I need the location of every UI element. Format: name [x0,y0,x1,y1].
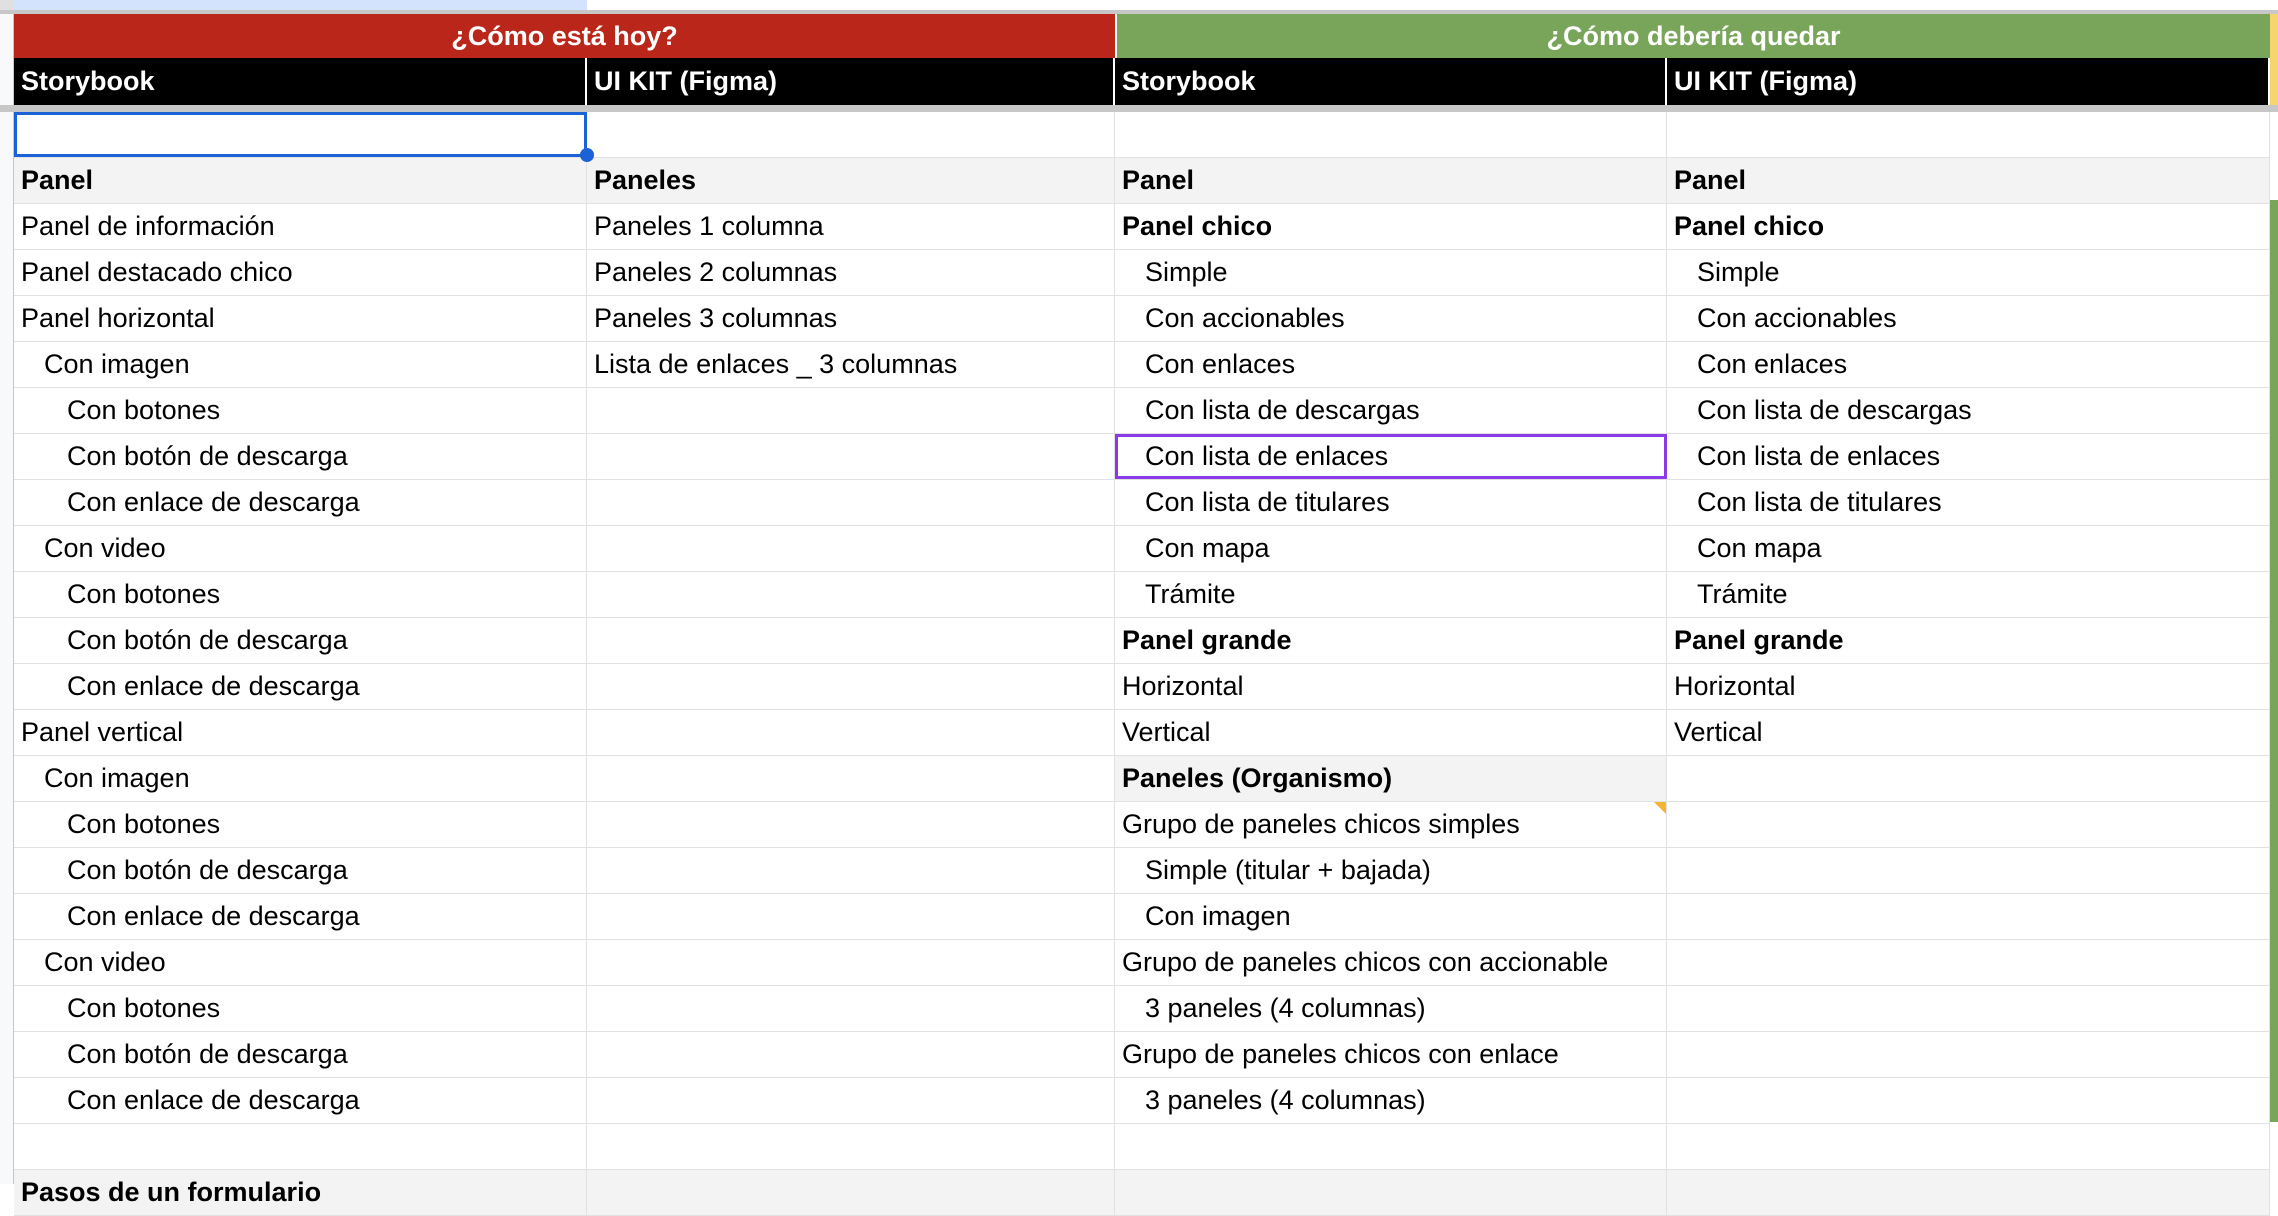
table-cell[interactable] [1115,1124,1667,1169]
table-row [14,388,2270,434]
table-cell[interactable] [587,572,1115,617]
header-figma-target[interactable]: UI KIT (Figma) [1667,58,2270,105]
column-a-header[interactable] [14,0,587,10]
table-cell[interactable]: Con video [14,526,587,571]
table-cell[interactable]: Panel grande [1115,618,1667,663]
table-row [14,158,2270,204]
table-cell[interactable]: Con botón de descarga [14,618,587,663]
table-row [14,1124,2270,1170]
table-cell[interactable] [1667,1170,2270,1215]
table-cell[interactable]: 3 paneles (4 columnas) [1115,1078,1667,1123]
table-cell[interactable] [1667,756,2270,801]
table-cell[interactable] [587,526,1115,571]
table-cell[interactable] [587,112,1115,157]
table-cell[interactable]: Con lista de enlaces [1115,434,1667,479]
table-cell[interactable]: Panel grande [1667,618,2270,663]
row-header-strip[interactable] [0,14,14,1184]
table-row [14,1032,2270,1078]
table-cell[interactable]: Horizontal [1667,664,2270,709]
table-cell[interactable]: Con video [14,940,587,985]
table-row [14,986,2270,1032]
table-cell[interactable] [1667,112,2270,157]
table-cell[interactable]: Trámite [1115,572,1667,617]
table-row [14,1170,2270,1216]
table-cell[interactable] [587,1032,1115,1077]
table-cell[interactable]: Paneles 3 columnas [587,296,1115,341]
table-cell[interactable]: Simple [1115,250,1667,295]
table-cell[interactable]: Grupo de paneles chicos con accionable [1115,940,1667,985]
table-cell[interactable] [1667,940,2270,985]
table-cell[interactable]: Panel [14,158,587,203]
select-all-corner[interactable] [0,0,14,10]
table-row [14,664,2270,710]
table-row [14,894,2270,940]
table-cell[interactable]: Panel [1115,158,1667,203]
table-row [14,1078,2270,1124]
table-cell[interactable] [1667,1078,2270,1123]
column-header-strip[interactable] [0,0,2278,14]
fill-handle[interactable] [580,148,594,162]
table-cell[interactable]: Con lista de descargas [1667,388,2270,433]
table-cell[interactable] [1667,848,2270,893]
table-cell[interactable]: Con botón de descarga [14,848,587,893]
table-row [14,848,2270,894]
table-cell[interactable]: Simple [1667,250,2270,295]
table-cell[interactable] [1667,1124,2270,1169]
table-cell[interactable] [1115,112,1667,157]
table-cell[interactable] [1667,986,2270,1031]
table-cell[interactable]: Con botones [14,802,587,847]
table-cell[interactable]: Con enlace de descarga [14,664,587,709]
table-cell[interactable] [14,1124,587,1169]
table-cell[interactable]: Panel chico [1667,204,2270,249]
table-cell[interactable]: Con enlace de descarga [14,1078,587,1123]
table-cell[interactable]: Panel destacado chico [14,250,587,295]
table-cell[interactable]: Paneles [587,158,1115,203]
table-cell[interactable]: Panel [1667,158,2270,203]
table-cell[interactable] [1667,1032,2270,1077]
table-row [14,250,2270,296]
table-cell[interactable] [587,986,1115,1031]
table-cell[interactable] [587,434,1115,479]
green-range-marker [2270,200,2278,1122]
table-cell[interactable] [587,710,1115,755]
table-cell[interactable] [1115,1170,1667,1215]
table-cell[interactable]: Paneles 2 columnas [587,250,1115,295]
table-row [14,526,2270,572]
table-cell[interactable] [587,388,1115,433]
table-cell[interactable]: Con enlace de descarga [14,894,587,939]
table-row [14,572,2270,618]
table-cell[interactable]: Con imagen [14,342,587,387]
table-cell[interactable]: Con accionables [1115,296,1667,341]
table-cell[interactable]: Panel horizontal [14,296,587,341]
table-cell[interactable] [1667,802,2270,847]
table-cell[interactable]: Trámite [1667,572,2270,617]
table-cell[interactable] [587,480,1115,525]
header-storybook-target[interactable]: Storybook [1115,58,1667,105]
table-row [14,802,2270,848]
table-cell[interactable]: Con botones [14,572,587,617]
table-row [14,710,2270,756]
table-row [14,434,2270,480]
table-cell[interactable] [587,664,1115,709]
group-header-target[interactable]: ¿Cómo debería quedar [1117,14,2270,58]
table-row [14,618,2270,664]
table-cell[interactable] [587,618,1115,663]
table-row [14,756,2270,802]
table-cell[interactable]: Horizontal [1115,664,1667,709]
table-cell[interactable]: Paneles (Organismo) [1115,756,1667,801]
table-cell[interactable]: Vertical [1667,710,2270,755]
spreadsheet-grid [14,112,2270,1216]
table-cell[interactable] [587,848,1115,893]
table-cell[interactable]: Con botón de descarga [14,1032,587,1077]
table-cell[interactable]: Con botones [14,388,587,433]
table-cell[interactable]: Con enlaces [1115,342,1667,387]
frozen-rows-divider[interactable] [0,105,2278,112]
table-cell[interactable]: Con imagen [1115,894,1667,939]
table-cell[interactable] [1667,894,2270,939]
group-header-current[interactable]: ¿Cómo está hoy? [14,14,1115,58]
table-cell[interactable]: Con imagen [14,756,587,801]
table-cell[interactable] [587,894,1115,939]
table-cell[interactable] [587,1078,1115,1123]
table-cell[interactable] [587,756,1115,801]
table-cell[interactable] [587,1124,1115,1169]
table-cell[interactable] [587,1170,1115,1215]
table-cell[interactable]: Grupo de paneles chicos simples [1115,802,1667,847]
table-cell[interactable]: Con lista de titulares [1667,480,2270,525]
table-cell[interactable]: Vertical [1115,710,1667,755]
table-cell[interactable]: Con lista de enlaces [1667,434,2270,479]
table-cell[interactable]: 3 paneles (4 columnas) [1115,986,1667,1031]
active-cell[interactable] [14,112,587,157]
table-row [14,112,2270,158]
header-storybook-current[interactable]: Storybook [14,58,587,105]
table-cell[interactable]: Pasos de un formulario [14,1170,587,1215]
table-row [14,342,2270,388]
table-cell[interactable]: Panel de información [14,204,587,249]
table-cell[interactable]: Con enlace de descarga [14,480,587,525]
table-row [14,296,2270,342]
table-cell[interactable]: Con botón de descarga [14,434,587,479]
table-cell[interactable]: Con mapa [1667,526,2270,571]
table-row [14,480,2270,526]
table-cell[interactable]: Con enlaces [1667,342,2270,387]
table-row [14,940,2270,986]
yellow-column-marker [2270,14,2278,106]
table-cell[interactable]: Con accionables [1667,296,2270,341]
table-cell[interactable] [587,940,1115,985]
header-figma-current[interactable]: UI KIT (Figma) [587,58,1115,105]
table-cell[interactable]: Con botones [14,986,587,1031]
table-cell[interactable]: Grupo de paneles chicos con enlace [1115,1032,1667,1077]
table-cell[interactable]: Paneles 1 columna [587,204,1115,249]
table-cell[interactable]: Simple (titular + bajada) [1115,848,1667,893]
table-cell[interactable]: Lista de enlaces _ 3 columnas [587,342,1115,387]
table-row [14,204,2270,250]
table-cell[interactable]: Panel chico [1115,204,1667,249]
table-cell[interactable] [587,802,1115,847]
table-cell[interactable]: Con lista de descargas [1115,388,1667,433]
table-cell[interactable]: Panel vertical [14,710,587,755]
table-cell[interactable]: Con mapa [1115,526,1667,571]
table-cell[interactable]: Con lista de titulares [1115,480,1667,525]
